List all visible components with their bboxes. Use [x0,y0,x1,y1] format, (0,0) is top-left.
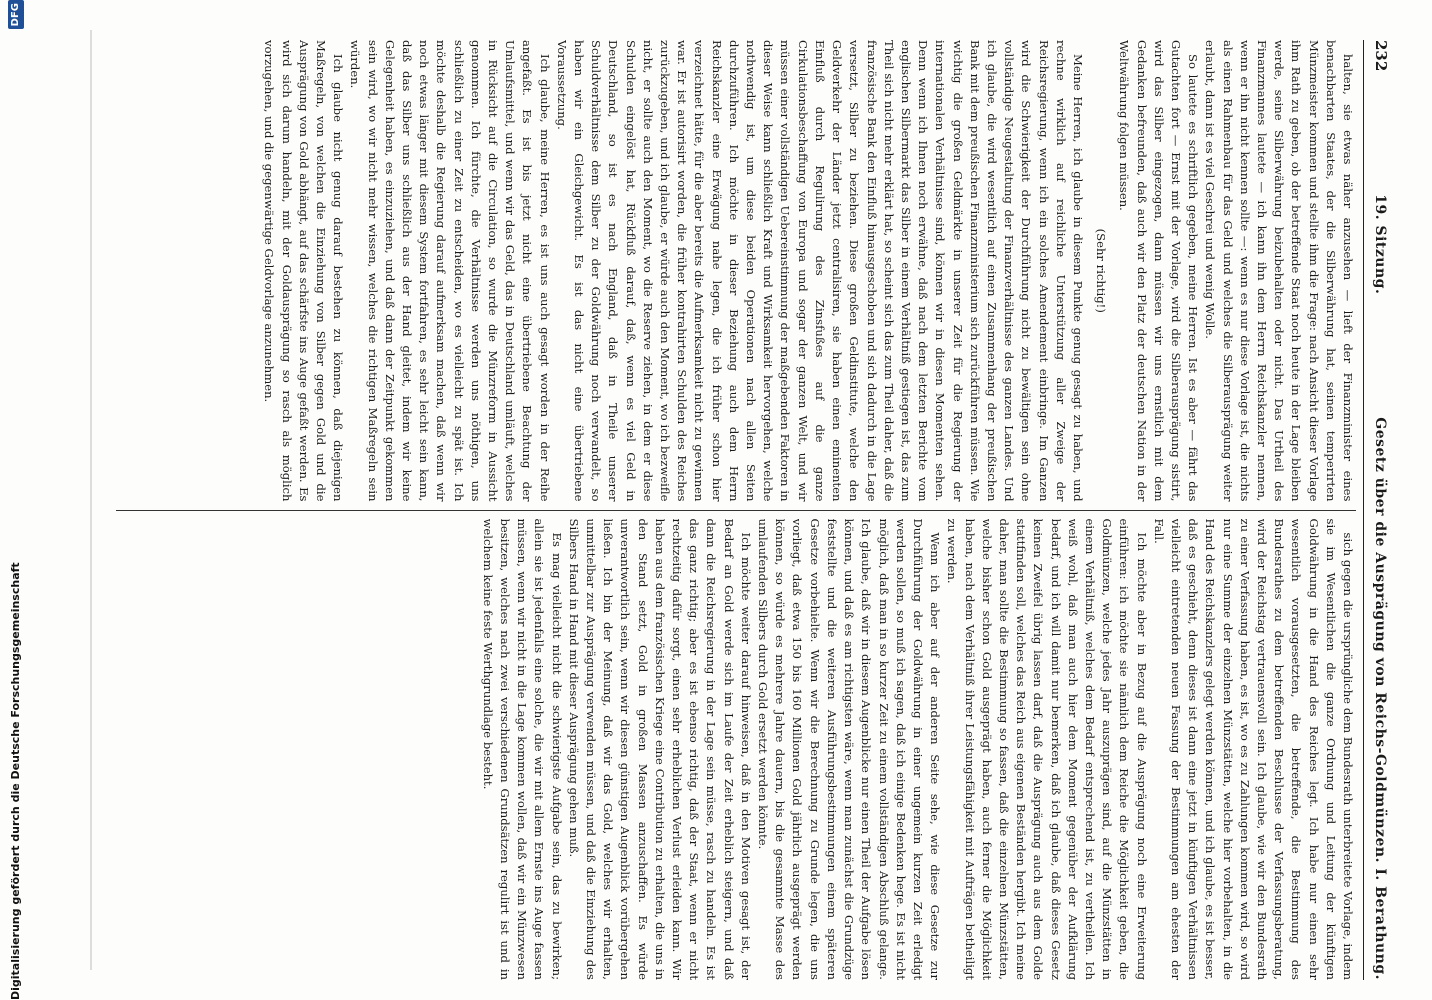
page-title: Gesetz über die Ausprägung von Reichs-Goldmünzen. I. Berathung. [1372,417,1388,980]
page-edge [90,30,92,970]
session-label: 19. Sitzung. [1372,194,1388,295]
column-divider [116,510,1356,511]
paragraph: So lautete es schriftlich gegeben, meine Herren. Ist es aber — fährt das Gutachten fort — Ernst mit der Vorlage, wird die Silberausprägung sistirt, wird das Silber eingezogen, dann müssen wir uns ernstlich mit dem Gedanken befreunden, daß auch wir den Platz der deutschen Nation in der Weltwährung folgen müssen. [1117,40,1201,502]
text-columns [116,40,1356,980]
interjection: (Sehr richtig!) [1094,228,1109,313]
paragraph: Wenn ich aber auf der anderen Seite sehe, wie diese Gesetze zur Durchführung der Goldwährung in einer ungemein kurzen Zeit erledigt werden sollen, so muß ich sagen, daß ich einige Bedenken hege. Es ist nicht möglich, daß man in so kurzer Zeit zu einem vollständigen Abschluß gelange. Ich glaube, daß wir in diesem Augenblicke nur einen Theil der Aufgabe lösen können, und daß es am richtigsten wäre, wenn man zunächst die Grundzüge feststellte und die weiteren Ausführungsbestimmungen einem späteren Gesetze vorbehielte. Wenn wir die Berechnung zu Grunde legen, die uns vorliegt, daß etwa 150 bis 160 Millionen Gold jährlich ausgeprägt werden können, so würde es mehrere Jahre dauern, bis die gesammte Masse des umlaufenden Silbers durch Gold ersetzt werden könnte. [756,518,943,980]
paragraph: Ich möchte aber in Bezug auf die Ausprägung noch eine Erweiterung einführen: ich möchte sie nämlich dem Reiche die Möglichkeit geben, die Goldmünzen, welche jedes Jahr auszuprägen sind, auf die Münzstätten in einem Verhältniß, welches dem Bedarf entsprechend ist, zu vertheilen. Ich weiß wohl, daß man auch hier dem Moment gegenüber der Aufklärung bedarf, und ich will damit nur bemerken, daß ich glaube, daß dieses Gesetz keinen Zweifel übrig lassen darf, daß die Ausprägung auch aus dem Golde stattfinden soll, welches das Reich aus eigenen Beständen hergibt. Ich meine daher, man sollte die Bestimmung so fassen, daß die einzelnen Münzstätten, welche bisher schon Gold ausgeprägt haben, auch ferner die Möglichkeit haben, nach dem Verhältniß ihrer Leistungsfähigkeit mit Aufträgen betheiligt zu werden. [945,518,1149,980]
left-column [116,40,1356,502]
paragraph: Meine Herren, ich glaube in diesem Punkte genug gesagt zu haben, und rechne wirklich auf reichliche Unterstützung aller Zweige der Reichsregierung, wenn ich ein solches Amendement einbringe. Im Ganzen wird die Schwierigkeit der Durchführung nicht zu bewältigen sein ohne vollständige Neugestaltung der Finanzverhältnisse des ganzen Landes. Und ich glaube, die wird wesentlich auf einen Zusammenhang der preußischen Bank mit dem preußischen Finanzministerium sich zurückführen müssen. Wie wichtig die großen Geldmärkte in unserer Zeit für die Regierung der internationalen Verhältnisse sind, können wir in diesen Momenten sehen. Denn wenn ich Ihnen noch erwähne, daß nach dem letzten Berichte vom englischen Silbermarkt das Silber in einem Verhältniß gestiegen ist, das zum Theil sich nicht mehr erklärt hat, so scheint sich das zum Theil daher, daß die französische Bank den Einfluß hinausgeschoben und sich dadurch in die Lage versetzt, Silber zu beziehen. Diese großen Geldinstitute, welche den Geldverkehr der Länder jetzt centralisiren, sie haben einen eminenten Einfluß durch Regulirung des Zinsfußes auf die ganze Cirkulationsbeschaffung von Europa und sogar der ganzen Welt, und wir müssen einer vollständigen Uebereinstimmung der maßgebenden Faktoren in dieser Weise kann schließlich Kraft und Wirksamkeit hervorgehen, welche nothwendig ist, um diese beiden Operationen nach allen Seiten durchzuführen. Ich möchte in dieser Beziehung auch dem Herrn Reichskanzler eine Erwägung nahe legen, die ich früher schon hier verzeichnet hätte, für die aber bereits die Aufmerksamkeit nicht zu gewinnen war. Er ist autorisirt worden, die früher kontrahirten Schulden des Reiches zurückzugeben, und ich glaube, er würde auch den Moment, wo ich bezweifle nicht, er sollte auch den Moment, wo die Reserve ziehen, in dem er diese Schulden eingelöst hat, Rückfluß darauf, daß, wenn es viel Geld in Deutschland, so ist es nach England, daß in Theile unserer Schuldverhältnisse dem Silber zu der Goldwährung noch verwandelt, so haben wir ein Gleichgewicht. Es ist das nicht eine übertriebene Voraussetzung. [554,40,1085,502]
page-number: 232 [1372,40,1390,72]
paragraph: Ich glaube, meine Herren, es ist uns auch gesagt worden in der Reihe angefaßt. Es ist bis jetzt nicht eine übertriebene Beachtung der Umlaufsmittel, und wenn wir das Geld, das in Deutschland umläuft, welches in Rücksicht auf die Circulation, so wurde die Münzreform in Aussicht genommen. Ich fürchte, die Verhältnisse werden uns nöthigen, uns schließlich zu einer Zeit zu entscheiden, wo es vielleicht zu spät ist. Ich möchte deshalb die Regierung darauf aufmerksam machen, daß wenn wir noch etwas länger mit diesem System fortfahren, es sehr leicht sein kann, daß das Silber uns schließlich aus der Hand gleitet, indem wir keine Gelegenheit haben, es einzuziehen, und daß dann der Zeitpunkt gekommen sein wird, wo wir nicht mehr wissen, welches die richtigen Maßregeln sein würden. [348,40,552,502]
dfg-logo: DFG [8,0,24,29]
scanned-page [110,40,1390,980]
right-column [116,519,1356,981]
rotated-page-wrapper [110,40,1390,980]
paragraph: Ich möchte weiter darauf hinweisen, daß in den Motiven gesagt ist, der Bedarf an Gold werde sich im Laufe der Zeit erheblich steigern, und daß dann die Reichsregierung in der Lage sein müsse, rasch zu handeln. Es ist das ganz richtig; aber es ist ebenso richtig, daß der Staat, wenn er nicht rechtzeitig dafür sorgt, einen sehr erheblichen Verlust erleiden kann. Wir haben aus dem französischen Kriege eine Contribution zu erhalten, die uns in den Stand setzt, Gold in großen Massen anzuschaffen. Es würde unverantwortlich sein, wenn wir diesen günstigen Augenblick vorübergehen ließen. Ich bin der Meinung, daß wir das Gold, welches wir erhalten, unmittelbar zur Ausprägung verwenden müssen, und daß die Einziehung des Silbers Hand in Hand mit dieser Ausprägung gehen muß. [566,518,753,980]
paragraph: halten, sie etwas näher anzusehen — lieft der Finanzminister eines benachbarten Staates, der die Silberwährung hat, seinen temperirten Münzmeister kommen und stellte ihm die Frage: nach Ansicht dieser Vorlage ihm Rath zu geben, ob der betreffende Staat noch heute in der Lage bleiben werde, seine Silberwährung beizubehalten oder nicht. Das Urtheil des Finanzmannes lautete — ich kann ihn dem Herrn Reichskanzler nennen, wenn er ihn nicht kennen sollte —: wenn es nur diese Vorlage ist, die nichts als einen Rahmenbau für das Geld und welches die Silberausprägung weiter erlaubt, dann ist es viel Geschrei und wenig Wolle. [1203,40,1355,502]
paragraph: Ich glaube nicht genug darauf bestehen zu können, daß diejenigen Maßregeln, von welchen die Einziehung von Silber gegen Gold und die Ausprägung von Gold abhängt, auf das schärfste ins Auge gefaßt werden. Es wird sich darum handeln, mit der Goldausprägung so rasch als möglich vorzugehen, und die gegenwärtige Geldvorlage anzunehmen. [262,40,346,502]
footer-credit-text: Digitalisierung gefördert durch die Deutsche Forschungsgemeinschaft [9,562,22,1000]
footer-credit [4,0,28,1000]
paragraph: Es mag vielleicht nicht die schwierigste Aufgabe sein, das zu bewirken; allein sie ist jedenfalls eine solche, die wir mit allem Ernste ins Auge fassen müssen, wenn wir nicht in die Lage kommen wollen, daß wir ein Münzwesen besitzen, welches nach zwei verschiedenen Grundsätzen regulirt ist und in welchem keine feste Werthgrundlage besteht. [480,518,564,980]
paragraph: sich gegen die ursprüngliche dem Bundesrath unterbreitete Vorlage, indem sie im Wesentlichen die ganze Ordnung und Leitung der künftigen Goldwährung in die Hand des Reiches legt. Ich habe nur einen sehr wesentlich vorausgesetzten, die betreffende, die Bestimmung des Bundesrathes zu dem betreffenden Beschlusse der Verfassungsberatung, wird der Reichstag vertrauensvoll sein. Ich glaube, wie wir den Bundesrath zu einer Verfassung haben, es ist, wo es zu Zahlungen kommen wird, so wird nur eine Summe der einzelnen Münzstätten, welche hier vorbehalten, in die Hand des Reichskanzlers gelegt werden können, und ich glaube, es ist besser, daß es geschieht, denn dieses ist dann eine jetzt in künftigen Verhältnissen vielleicht eintretenden neuen Fassung der Bestimmungen am ehesten der Fall. [1151,518,1355,980]
page-header [1363,40,1390,980]
footer-strip [0,0,30,1000]
